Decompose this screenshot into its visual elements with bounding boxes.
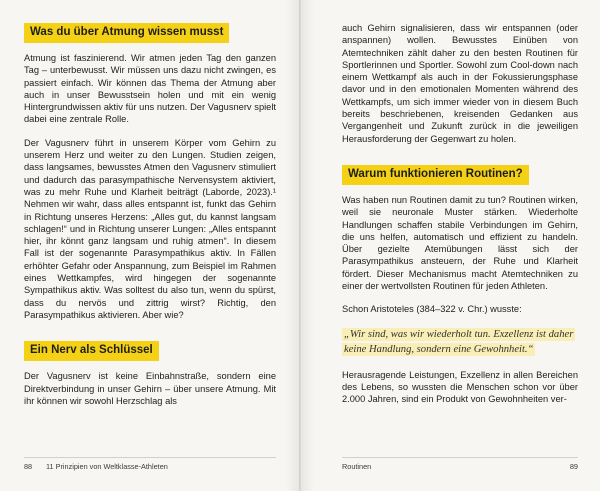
aristotle-quote bbox=[342, 327, 578, 357]
footer-divider bbox=[342, 457, 578, 458]
left-text-column bbox=[24, 22, 276, 418]
section-heading-breathing: Was du über Atmung wissen musst bbox=[24, 23, 229, 43]
body-paragraph: Schon Aristoteles (384–322 v. Chr.) wusste: bbox=[342, 304, 522, 315]
page-number: 89 bbox=[569, 462, 578, 471]
running-title: 11 Prinzipien von Weltklasse-Athleten bbox=[46, 462, 168, 471]
right-page bbox=[301, 0, 600, 491]
section-heading-routines: Warum funktionieren Routinen? bbox=[342, 165, 529, 185]
running-title: Routinen bbox=[342, 462, 372, 471]
page-number: 88 bbox=[24, 462, 33, 471]
left-page bbox=[0, 0, 299, 491]
body-paragraph: Der Vagusnerv ist keine Einbahnstraße, sondern eine Direktverbindung in unser Gehirn – über unsere Atmung. Mit ihr können wir sowohl Herzschlag als bbox=[24, 371, 276, 406]
section-heading-nerve: Ein Nerv als Schlüssel bbox=[24, 341, 159, 361]
right-text-column bbox=[342, 22, 578, 417]
body-paragraph: Der Vagusnerv führt in unserem Körper vom Gehirn zu unserem Herz und weiter zu den Lungen. Studien zeigen, dass langsames, bewusstes Atmen den Vagusnerv stimuliert und dadurch das parasympathische Nervensystem aktiviert, was zu mehr Ruhe und Klarheit beiträgt (Laborde, 2023).¹ Nehmen wir wahr, dass alles entspannt ist, funkt das Gehirn in Richtung unseres Herzens: „Alles gut, du kannst langsam schlagen!“ und in Richtung unserer Lungen: „Alles entspannt hier, ihr könnt ganz langsam und ruhig atmen“. In diesem Fall ist der sogenannte Parasympathikus aktiv. In Fällen erhöhter Gefahr oder Anspannung, zum Beispiel im Rahmen eines Wettkampfes, wird hingegen der sogenannte Sympathikus aktiv. Was solltest du also tun, wenn du spürst, dass du nervös und zittrig wirst? Richtig, den Parasympathikus aktivieren. Aber wie? bbox=[24, 137, 276, 320]
quote-text: „Wir sind, was wir wiederholt tun. Exzellenz ist daher keine Handlung, sondern eine Gewohnheit.“ bbox=[344, 328, 574, 355]
body-paragraph: Herausragende Leistungen, Exzellenz in allen Bereichen des Lebens, so wussten die Menschen schon vor über 2.000 Jahren, sind ein Produkt von Gewohnheiten ver- bbox=[342, 369, 578, 405]
footer-divider bbox=[24, 457, 276, 458]
right-page-footer bbox=[342, 462, 578, 471]
body-paragraph: Was haben nun Routinen damit zu tun? Routinen wirken, weil sie neuronale Muster stärken. Wiederholte Handlungen schaffen stabile Verbindungen im Gehirn, die uns helfen, automatisch und effizient zu handeln. Über gezielte Atemübungen lässt sich der Parasympathikus ansteuern, der Ruhe und Klarheit fördert. Dieser Mechanismus macht Atemtechniken zu einer der wertvollsten Routinen für jeden Athleten. bbox=[342, 194, 578, 292]
body-paragraph: auch Gehirn signalisieren, dass wir entspannen (oder anspannen) wollen. Bewusstes Einüben von Atemtechniken zählt daher zu den besten Routinen für Sportlerinnen und Sportler. Sowohl zum Cool-down nach einem Wettkampf als auch in der Fokussierungsphase davor und in den emotionalen Momenten während des Wettkampfs, um sich immer wieder von in diesem Buch bereits beschriebenen, kreisenden Gedanken aus Vergangenheit und Zukunft zurück in die jeweiligen Herausforderung der Gegenwart zu holen. bbox=[342, 23, 578, 144]
left-page-footer bbox=[24, 462, 276, 471]
body-paragraph: Atmung ist faszinierend. Wir atmen jeden Tag den ganzen Tag – unterbewusst. Wir müssen uns dazu nicht zwingen, es passiert einfach. Wir können das Thema der Atmung aber auch in unser Bewusstsein holen und mit ein wenig Hintergrundwissen aktiv für uns nutzen. Der Vagusnerv spielt dabei eine zentrale Rolle. bbox=[24, 53, 276, 125]
